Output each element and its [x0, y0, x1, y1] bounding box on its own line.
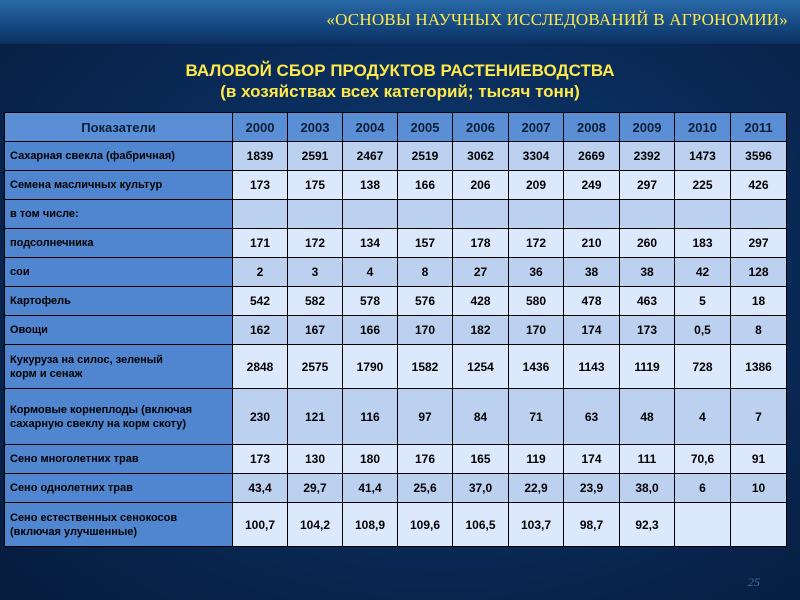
table-cell: 0,5	[675, 316, 731, 345]
table-cell: 182	[453, 316, 509, 345]
table-cell: 580	[509, 287, 564, 316]
table-cell: 10	[731, 474, 787, 503]
table-row	[5, 171, 787, 200]
row-label	[5, 171, 233, 200]
row-label	[5, 503, 233, 547]
column-header-year: 2009	[620, 113, 675, 142]
table-cell: 27	[453, 258, 509, 287]
table-cell: 8	[398, 258, 453, 287]
table-cell: 1143	[564, 345, 620, 389]
table-cell: 206	[453, 171, 509, 200]
table-cell: 23,9	[564, 474, 620, 503]
table-row	[5, 503, 787, 547]
table-cell: 166	[398, 171, 453, 200]
table-cell: 138	[343, 171, 398, 200]
table-cell	[343, 200, 398, 229]
table-cell: 111	[620, 445, 675, 474]
table-cell: 170	[398, 316, 453, 345]
table-cell: 103,7	[509, 503, 564, 547]
table-cell: 1473	[675, 142, 731, 171]
table-cell: 6	[675, 474, 731, 503]
table-cell: 167	[288, 316, 343, 345]
slide-title	[0, 60, 800, 102]
table-row	[5, 316, 787, 345]
table-cell	[509, 200, 564, 229]
table-header-row	[5, 113, 787, 142]
table-cell: 157	[398, 229, 453, 258]
table-cell: 260	[620, 229, 675, 258]
table-cell: 92,3	[620, 503, 675, 547]
table-cell: 5	[675, 287, 731, 316]
table-row	[5, 287, 787, 316]
column-header-year: 2004	[343, 113, 398, 142]
table-cell: 134	[343, 229, 398, 258]
table-cell: 582	[288, 287, 343, 316]
column-header-indicator: Показатели	[5, 113, 233, 142]
table-cell: 128	[731, 258, 787, 287]
table-cell: 178	[453, 229, 509, 258]
table-cell: 172	[509, 229, 564, 258]
table-row	[5, 258, 787, 287]
row-label	[5, 229, 233, 258]
row-label-line: (включая улучшенные)	[10, 525, 138, 538]
table-cell: 2669	[564, 142, 620, 171]
table-cell: 29,7	[288, 474, 343, 503]
table-cell: 210	[564, 229, 620, 258]
table-cell: 173	[233, 445, 288, 474]
table-cell: 1119	[620, 345, 675, 389]
column-header-year: 2000	[233, 113, 288, 142]
column-header-year: 2005	[398, 113, 453, 142]
table-cell: 37,0	[453, 474, 509, 503]
header-band	[0, 0, 800, 44]
table-cell: 70,6	[675, 445, 731, 474]
table-row	[5, 229, 787, 258]
table-cell: 249	[564, 171, 620, 200]
table-cell: 1582	[398, 345, 453, 389]
table-cell: 3596	[731, 142, 787, 171]
table-cell: 1839	[233, 142, 288, 171]
table-cell: 1790	[343, 345, 398, 389]
table-cell: 2575	[288, 345, 343, 389]
table-cell: 1254	[453, 345, 509, 389]
table-cell: 2467	[343, 142, 398, 171]
row-label-line: Сено многолетних трав	[10, 453, 139, 465]
table-cell: 63	[564, 389, 620, 445]
table-cell	[675, 200, 731, 229]
row-label	[5, 287, 233, 316]
table-cell	[620, 200, 675, 229]
row-label-line: Сахарная свекла (фабричная)	[10, 150, 175, 162]
table-cell: 38,0	[620, 474, 675, 503]
table-cell: 8	[731, 316, 787, 345]
row-label	[5, 258, 233, 287]
table-cell	[731, 503, 787, 547]
harvest-table	[4, 112, 787, 547]
table-cell: 3	[288, 258, 343, 287]
table-cell: 728	[675, 345, 731, 389]
table-cell: 542	[233, 287, 288, 316]
header-title: «ОСНОВЫ НАУЧНЫХ ИССЛЕДОВАНИЙ В АГРОНОМИИ»	[326, 10, 788, 29]
table-cell	[233, 200, 288, 229]
table-cell: 22,9	[509, 474, 564, 503]
row-label	[5, 345, 233, 389]
table-container	[4, 112, 786, 547]
column-header-year: 2007	[509, 113, 564, 142]
row-label-line: подсолнечника	[10, 237, 94, 249]
table-cell: 48	[620, 389, 675, 445]
column-header-year: 2010	[675, 113, 731, 142]
row-label-line: корм и сенаж	[10, 367, 83, 380]
table-cell: 171	[233, 229, 288, 258]
row-label	[5, 200, 233, 229]
table-cell: 173	[620, 316, 675, 345]
row-label	[5, 142, 233, 171]
row-label-line: Сено естественных сенокосов	[10, 511, 178, 524]
table-cell: 42	[675, 258, 731, 287]
table-cell: 109,6	[398, 503, 453, 547]
table-cell: 25,6	[398, 474, 453, 503]
table-row	[5, 200, 787, 229]
table-cell: 297	[731, 229, 787, 258]
table-cell: 230	[233, 389, 288, 445]
table-cell: 100,7	[233, 503, 288, 547]
column-header-year: 2003	[288, 113, 343, 142]
table-cell: 2392	[620, 142, 675, 171]
table-cell	[675, 503, 731, 547]
table-cell: 1386	[731, 345, 787, 389]
row-label-line: Кормовые корнеплоды (включая	[10, 403, 193, 416]
table-cell: 1436	[509, 345, 564, 389]
table-cell: 4	[343, 258, 398, 287]
row-label	[5, 474, 233, 503]
table-cell: 71	[509, 389, 564, 445]
row-label	[5, 389, 233, 445]
table-cell: 84	[453, 389, 509, 445]
table-cell: 3062	[453, 142, 509, 171]
row-label-line: Кукуруза на силос, зеленый	[10, 353, 163, 366]
column-header-year: 2008	[564, 113, 620, 142]
table-cell: 297	[620, 171, 675, 200]
table-cell: 36	[509, 258, 564, 287]
slide-subtitle: (в хозяйствах всех категорий; тысяч тонн)	[220, 82, 580, 101]
table-cell: 97	[398, 389, 453, 445]
table-cell: 576	[398, 287, 453, 316]
table-cell: 176	[398, 445, 453, 474]
table-cell: 130	[288, 445, 343, 474]
table-row	[5, 445, 787, 474]
table-cell: 180	[343, 445, 398, 474]
table-cell: 172	[288, 229, 343, 258]
table-cell: 98,7	[564, 503, 620, 547]
table-cell: 106,5	[453, 503, 509, 547]
row-label-line: Семена масличных культур	[10, 179, 163, 191]
row-label-line: сахарную свеклу на корм скоту)	[10, 417, 187, 430]
table-row	[5, 142, 787, 171]
table-cell: 3304	[509, 142, 564, 171]
column-header-year: 2006	[453, 113, 509, 142]
column-header-year: 2011	[731, 113, 787, 142]
table-cell: 43,4	[233, 474, 288, 503]
table-cell: 2	[233, 258, 288, 287]
table-cell: 116	[343, 389, 398, 445]
table-cell: 166	[343, 316, 398, 345]
row-label-line: в том числе:	[10, 208, 79, 220]
table-cell: 7	[731, 389, 787, 445]
row-label-line: сои	[10, 266, 30, 278]
table-cell: 4	[675, 389, 731, 445]
table-cell: 119	[509, 445, 564, 474]
table-cell: 104,2	[288, 503, 343, 547]
row-label-line: Сено однолетних трав	[10, 482, 133, 494]
table-cell: 38	[620, 258, 675, 287]
table-cell: 173	[233, 171, 288, 200]
table-cell: 2519	[398, 142, 453, 171]
table-cell: 174	[564, 445, 620, 474]
table-cell	[398, 200, 453, 229]
table-cell: 121	[288, 389, 343, 445]
table-cell: 18	[731, 287, 787, 316]
row-label	[5, 445, 233, 474]
row-label	[5, 316, 233, 345]
table-cell: 175	[288, 171, 343, 200]
table-cell: 170	[509, 316, 564, 345]
table-cell: 2848	[233, 345, 288, 389]
page-number: 25	[748, 575, 760, 589]
table-cell: 478	[564, 287, 620, 316]
table-cell: 174	[564, 316, 620, 345]
row-label-line: Овощи	[10, 324, 48, 336]
table-cell: 108,9	[343, 503, 398, 547]
table-cell: 428	[453, 287, 509, 316]
table-cell: 2591	[288, 142, 343, 171]
table-row	[5, 474, 787, 503]
table-cell: 38	[564, 258, 620, 287]
table-row	[5, 345, 787, 389]
table-cell	[564, 200, 620, 229]
table-cell: 162	[233, 316, 288, 345]
table-row	[5, 389, 787, 445]
table-cell: 165	[453, 445, 509, 474]
table-cell: 578	[343, 287, 398, 316]
table-cell	[731, 200, 787, 229]
table-cell: 463	[620, 287, 675, 316]
table-cell: 225	[675, 171, 731, 200]
table-cell: 41,4	[343, 474, 398, 503]
slide-title-line-1: ВАЛОВОЙ СБОР ПРОДУКТОВ РАСТЕНИЕВОДСТВА	[185, 61, 615, 80]
table-cell: 91	[731, 445, 787, 474]
table-cell: 183	[675, 229, 731, 258]
table-cell	[453, 200, 509, 229]
row-label-line: Картофель	[10, 295, 71, 307]
table-cell: 209	[509, 171, 564, 200]
table-cell	[288, 200, 343, 229]
table-cell: 426	[731, 171, 787, 200]
